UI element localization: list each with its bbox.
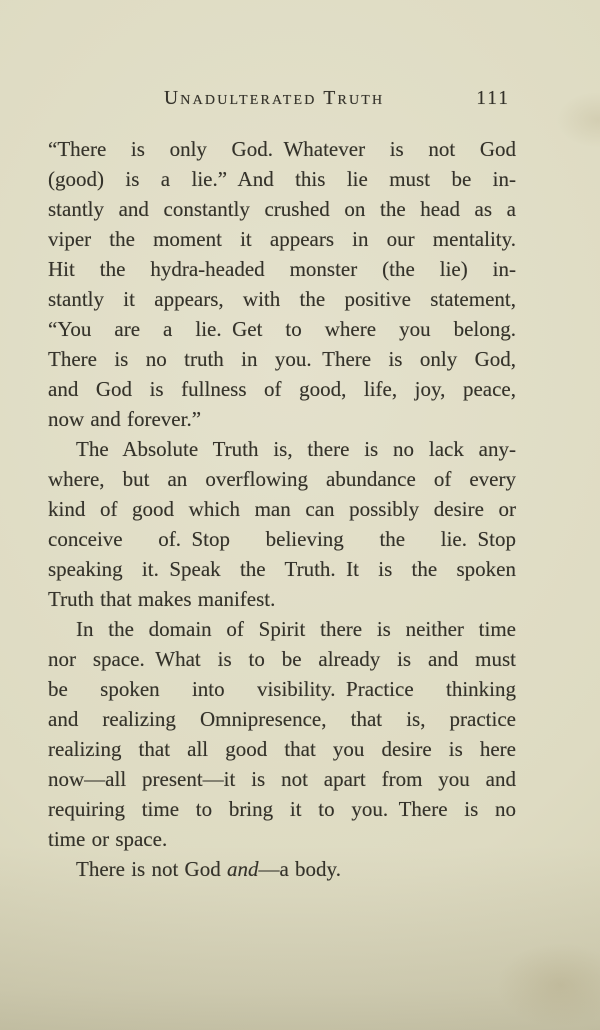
text-line: be spoken into visibility. Practice thinking	[48, 677, 516, 701]
text-line: “You are a lie. Get to where you belong.	[48, 317, 516, 341]
text-line: and realizing Omnipresence, that is, practice	[48, 707, 516, 731]
page-text	[48, 134, 516, 884]
text-line: now and forever.”	[48, 407, 202, 431]
text-line: There is not God and—a body.	[76, 857, 341, 881]
text-line: viper the moment it appears in our mentality.	[48, 227, 516, 251]
text-line: The Absolute Truth is, there is no lack any-	[76, 437, 516, 461]
text-line: requiring time to bring it to you. There is no	[48, 797, 516, 821]
text-line: nor space. What is to be already is and must	[48, 647, 516, 671]
text-line: conceive of. Stop believing the lie. Stop	[48, 527, 516, 551]
text-line: and God is fullness of good, life, joy, peace,	[48, 377, 516, 401]
text-line: stantly and constantly crushed on the head as a	[48, 197, 516, 221]
text-line: realizing that all good that you desire is here	[48, 737, 516, 761]
text-line: Hit the hydra-headed monster (the lie) in-	[48, 257, 516, 281]
text-line: now—all present—it is not apart from you and	[48, 767, 516, 791]
header-title: Unadulterated Truth	[164, 88, 385, 109]
text-line: (good) is a lie.” And this lie must be in-	[48, 167, 516, 191]
text-line: There is no truth in you. There is only God,	[48, 347, 516, 371]
text-line: speaking it. Speak the Truth. It is the spoken	[48, 557, 516, 581]
running-header	[0, 88, 600, 114]
text-line: Truth that makes manifest.	[48, 587, 276, 611]
text-line: In the domain of Spirit there is neither time	[76, 617, 516, 641]
text-line: stantly it appears, with the positive statement,	[48, 287, 516, 311]
text-line: kind of good which man can possibly desire or	[48, 497, 516, 521]
text-line: “There is only God. Whatever is not God	[48, 137, 516, 161]
page-number: 111	[476, 88, 510, 109]
text-line: where, but an overflowing abundance of every	[48, 467, 516, 491]
text-line: time or space.	[48, 827, 168, 851]
